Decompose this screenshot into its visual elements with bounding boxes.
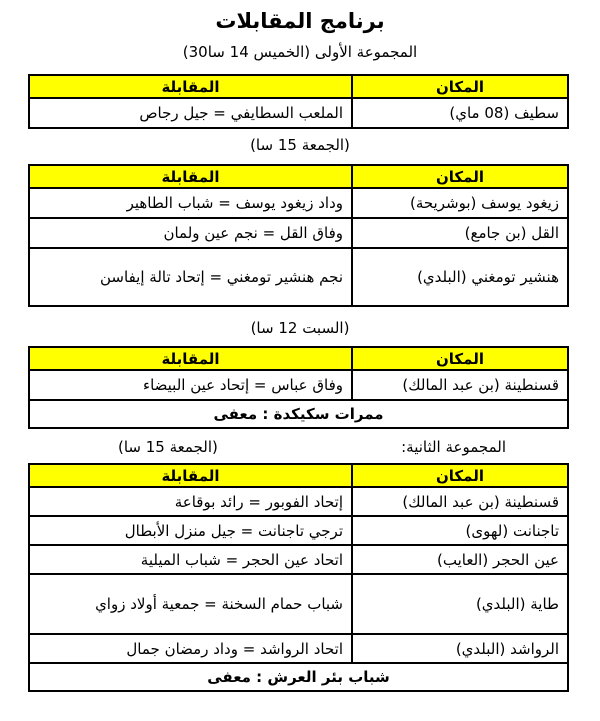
table-header-row [29,165,568,188]
table-row [29,516,568,545]
header-place: المكان [352,75,568,98]
group1-table-thursday [28,74,569,129]
exempt-team: شباب بئر العرش : معفى [29,663,568,691]
group1-table-saturday [28,346,569,429]
row-place: هنشير تومغني (البلدي) [352,248,568,306]
table-row [29,218,568,248]
table-header-row [29,75,568,98]
group2-time: (الجمعة 15 سا) [118,438,218,456]
exempt-row [29,400,568,428]
row-match: الملعب السطايفي = جيل رجاص [29,98,352,128]
row-match: وفاق عباس = إتحاد عين البيضاء [29,370,352,400]
header-match: المقابلة [29,464,352,487]
row-place: القل (بن جامع) [352,218,568,248]
header-place: المكان [352,165,568,188]
row-place: تاجنانت (لهوى) [352,516,568,545]
row-place: قسنطينة (بن عبد المالك) [352,370,568,400]
row-match: وداد زيغود يوسف = شباب الطاهير [29,188,352,218]
row-place: عين الحجر (العايب) [352,545,568,574]
row-place: سطيف (08 ماي) [352,98,568,128]
table-row [29,98,568,128]
group1-heading: المجموعة الأولى (الخميس 14 سا30) [182,43,418,61]
row-match: وفاق القل = نجم عين ولمان [29,218,352,248]
row-match: ترجي تاجنانت = جيل منزل الأبطال [29,516,352,545]
table-header-row [29,347,568,370]
row-place: الرواشد (البلدي) [352,634,568,663]
table-row [29,545,568,574]
friday-label: (الجمعة 15 سا) [250,136,350,154]
table-header-row [29,464,568,487]
saturday-label: (السبت 12 سا) [250,319,350,337]
header-place: المكان [352,464,568,487]
group1-table-friday [28,164,569,307]
table-row [29,370,568,400]
group2-heading: المجموعة الثانية: [401,438,506,456]
header-match: المقابلة [29,75,352,98]
row-place: قسنطينة (بن عبد المالك) [352,487,568,516]
page-title: برنامج المقابلات [215,9,385,33]
row-match: نجم هنشير تومغني = إتحاد تالة إيفاسن [29,248,352,306]
exempt-row [29,663,568,691]
table-row [29,248,568,306]
table-row [29,574,568,634]
group2-table [28,463,569,692]
row-place: زيغود يوسف (بوشريحة) [352,188,568,218]
table-row [29,634,568,663]
row-place: طاية (البلدي) [352,574,568,634]
table-row [29,188,568,218]
header-match: المقابلة [29,347,352,370]
header-match: المقابلة [29,165,352,188]
exempt-team: ممرات سكيكدة : معفى [29,400,568,428]
row-match: اتحاد الرواشد = وداد رمضان جمال [29,634,352,663]
table-row [29,487,568,516]
row-match: إتحاد الفوبور = رائد بوقاعة [29,487,352,516]
header-place: المكان [352,347,568,370]
row-match: اتحاد عين الحجر = شباب الميلية [29,545,352,574]
row-match: شباب حمام السخنة = جمعية أولاد زواي [29,574,352,634]
